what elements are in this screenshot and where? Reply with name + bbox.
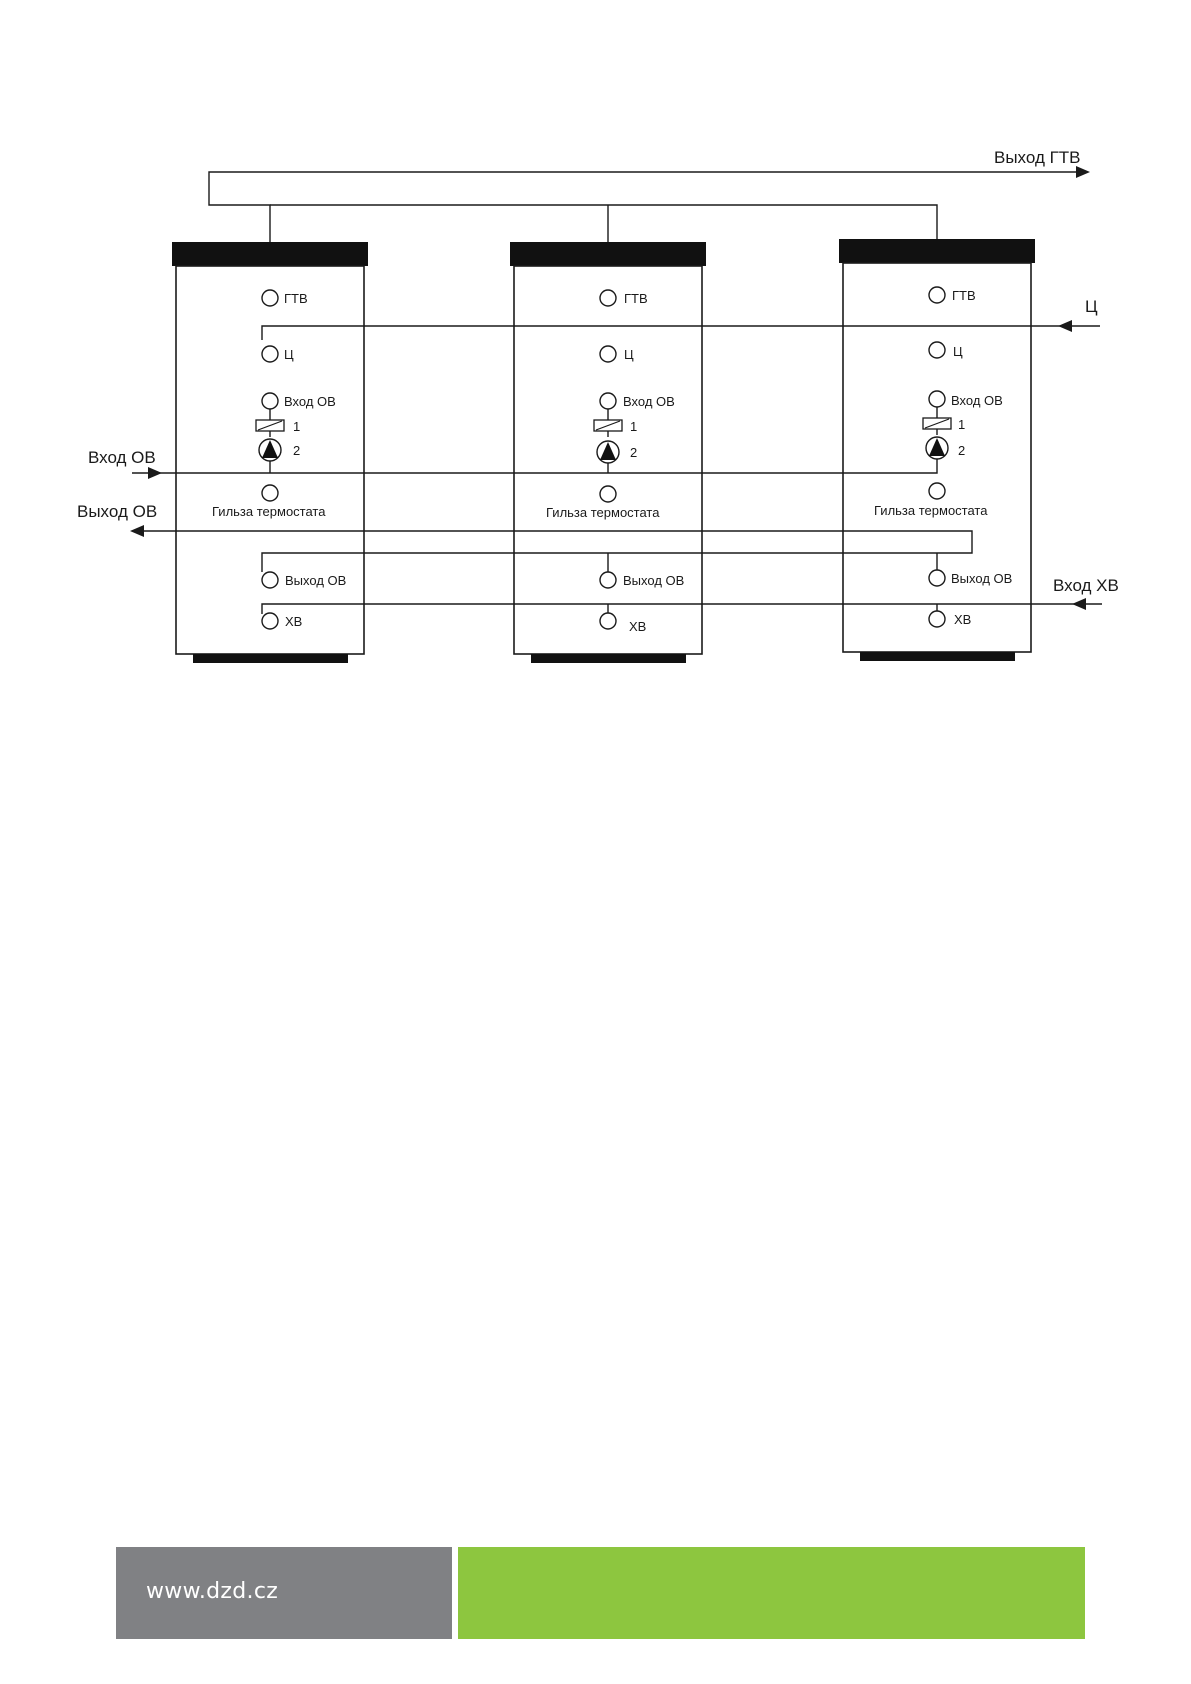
heating-inlet-line	[132, 465, 937, 473]
tank-3-fittings	[874, 287, 1012, 627]
out-gtv-arrow	[1076, 166, 1090, 178]
label-pump-num: 2	[293, 443, 301, 458]
port-in-ov	[929, 391, 945, 407]
label-valve-num: 1	[958, 417, 966, 432]
label-in-hv-main: Вход ХВ	[1053, 576, 1119, 595]
label-in-ov-main: Вход ОВ	[88, 448, 156, 467]
port-out-ov	[929, 570, 945, 586]
label-valve-num: 1	[630, 419, 638, 434]
label-thermostat: Гильза термостата	[874, 503, 988, 518]
label-pump-num: 2	[630, 445, 638, 460]
port-gtv	[262, 290, 278, 306]
ts-arrow	[1058, 320, 1072, 332]
label-thermostat: Гильза термостата	[546, 505, 660, 520]
label-out-ov: Выход ОВ	[951, 571, 1013, 586]
port-gtv	[929, 287, 945, 303]
tank-3-base	[860, 652, 1015, 661]
port-thermostat	[262, 485, 278, 501]
label-gtv: ГТВ	[952, 288, 976, 303]
tank-2-fittings	[546, 290, 684, 634]
label-out-gtv: Выход ГТВ	[994, 148, 1081, 167]
label-in-ov: Вход ОВ	[623, 394, 675, 409]
port-ts	[262, 346, 278, 362]
tank-2-base	[531, 654, 686, 663]
label-thermostat: Гильза термостата	[212, 504, 326, 519]
port-thermostat	[929, 483, 945, 499]
out-ov-arrow	[130, 525, 144, 537]
tank-3-top-cap	[839, 239, 1035, 263]
label-out-ov-main: Выход ОВ	[77, 502, 158, 521]
tank-1-base	[193, 654, 348, 663]
port-hv	[262, 613, 278, 629]
tank-2-top-cap	[510, 242, 706, 266]
label-ts-main: Ц	[1085, 297, 1098, 316]
label-ts: Ц	[953, 344, 963, 359]
port-hv	[929, 611, 945, 627]
label-out-ov: Выход ОВ	[285, 573, 347, 588]
port-in-ov	[262, 393, 278, 409]
tank-1-top-cap	[172, 242, 368, 266]
circulation-line	[262, 326, 1100, 340]
footer-right-bar	[458, 1547, 1085, 1639]
label-hv: ХВ	[954, 612, 972, 627]
hot-water-riser-3	[270, 205, 937, 239]
port-out-ov	[600, 572, 616, 588]
port-ts	[600, 346, 616, 362]
label-gtv: ГТВ	[284, 291, 308, 306]
label-hv: ХВ	[285, 614, 303, 629]
label-pump-num: 2	[958, 443, 966, 458]
label-in-ov: Вход ОВ	[951, 393, 1003, 408]
tank-1-fittings	[212, 290, 346, 629]
in-hv-arrow	[1072, 598, 1086, 610]
label-hv: ХВ	[629, 619, 647, 634]
label-gtv: ГТВ	[624, 291, 648, 306]
label-in-ov: Вход ОВ	[284, 394, 336, 409]
port-out-ov	[262, 572, 278, 588]
port-thermostat	[600, 486, 616, 502]
label-out-ov: Выход ОВ	[623, 573, 685, 588]
pipe-network	[130, 166, 1102, 614]
in-ov-arrow	[148, 467, 162, 479]
port-hv	[600, 613, 616, 629]
port-gtv	[600, 290, 616, 306]
hot-water-manifold	[209, 172, 1082, 242]
label-ts: Ц	[284, 347, 294, 362]
label-ts: Ц	[624, 347, 634, 362]
heating-outlet-line	[136, 531, 972, 572]
footer-left-bar	[116, 1547, 452, 1639]
port-in-ov	[600, 393, 616, 409]
port-ts	[929, 342, 945, 358]
cold-water-line	[262, 604, 1102, 614]
footer-url-link[interactable]: www.dzd.cz	[146, 1579, 279, 1604]
label-valve-num: 1	[293, 419, 301, 434]
